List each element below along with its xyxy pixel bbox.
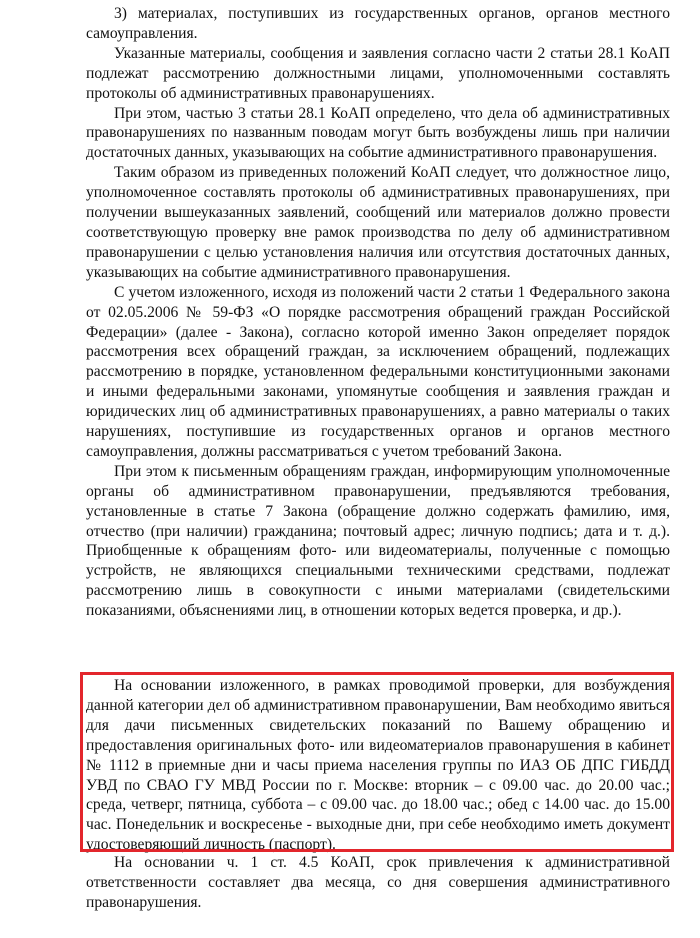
paragraph-limitation-period: На основании ч. 1 ст. 4.5 КоАП, срок привлечения к административной ответственности составляет два месяца, со дня совершения административного правонарушения. [86, 854, 670, 911]
paragraph-summons: На основании изложенного, в рамках проводимой проверки, для возбуждения данной категории дел об административном правонарушении, Вам необходимо явиться для дачи письменных свидетельских показаний по Вашему обращению и предоставления оригинальных фото- или видеоматериалов правонарушения в кабинет № 1112 в приемные дни и часы приема населения группы по ИАЗ ОБ ДПС ГИБДД УВД по СВАО ГУ МВД России по г. Москве: вторник – с 09.00 час. до 20.00 час.; среда, четверг, пятница, суббота – с 09.00 час. до 18.00 час.; обед с 14.00 час. до 15.00 час. Понедельник и воскресенье - выходные дни, при себе необходимо иметь документ удостоверяющий личность (паспорт). [86, 677, 670, 854]
highlighted-section [86, 676, 670, 855]
paragraph-article-28-1-part-2: Указанные материалы, сообщения и заявления согласно части 2 статьи 28.1 КоАП подлежат рассмотрению должностными лицами, уполномоченными составлять протоколы об административных правонарушениях. [86, 44, 670, 102]
document-tail [86, 853, 670, 913]
paragraph-article-28-1-part-3: При этом, частью 3 статьи 28.1 КоАП определено, что дела об административных правонарушениях по названным поводам могут быть возбуждены лишь при наличии достаточных данных, указывающих на событие административного правонарушения. [86, 104, 670, 162]
document-body [86, 4, 670, 621]
paragraph-written-appeals: При этом к письменным обращениям граждан, информирующим уполномоченные органы об административном правонарушении, предъявляются требования, установленные в статье 7 Закона (обращение должно содержать фамилию, имя, отчество (при наличии) гражданина; почтовый адрес; личную подпись; дата и т. д.). Приобщенные к обращениям фото- или видеоматериалы, полученные с помощью устройств, не являющихся специальными техническими средствами, подлежат рассмотрению лишь в совокупности с иными материалами (свидетельскими показаниями, объяснениями лиц, в отношении которых ведется проверка, и др.). [86, 462, 670, 620]
paragraph-federal-law-59: С учетом изложенного, исходя из положений части 2 статьи 1 Федерального закона от 02.05.2006 № 59-ФЗ «О порядке рассмотрения обращений граждан Российской Федерации» (далее - Закона), согласно которой именно Закон определяет порядок рассмотрения всех обращений граждан, за исключением обращений, подлежащих рассмотрению в порядке, установленном федеральными конституционными законами и иными федеральными законами, упомянутые сообщения и заявления граждан и юридических лиц об административных правонарушениях, а равно материалы о таких нарушениях, поступившие из государственных органов и органов местного самоуправления, должны рассматриваться с учетом требований Закона. [86, 283, 670, 460]
paragraph-materials-item-3: 3) материалах, поступивших из государственных органов, органов местного самоуправления. [86, 5, 670, 42]
paragraph-verification: Таким образом из приведенных положений КоАП следует, что должностное лицо, уполномоченное составлять протоколы об административных правонарушениях, при получении вышеуказанных заявлений, сообщений или материалов должно провести соответствующую проверку вне рамок производства по делу об административном правонарушении с целью установления наличия или отсутствия достаточных данных, указывающих на событие административного правонарушения. [86, 164, 670, 281]
